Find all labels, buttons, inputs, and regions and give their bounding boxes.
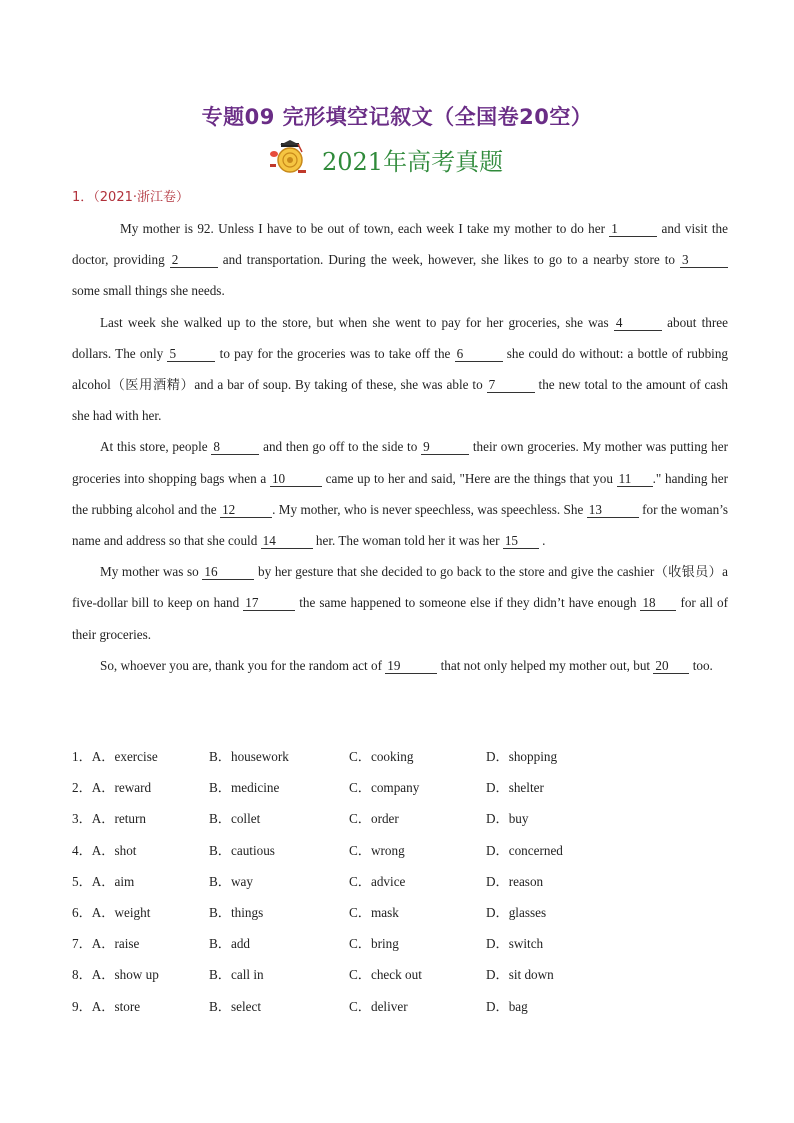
option-a[interactable] xyxy=(72,928,139,959)
option-c[interactable]: C．deliver xyxy=(349,998,408,1014)
option-text: A．exercise xyxy=(91,749,158,764)
option-c[interactable]: C．check out xyxy=(349,967,422,983)
question-header: 1．（2021·浙江卷） xyxy=(72,190,189,205)
option-b[interactable]: B．housework xyxy=(209,749,289,764)
option-c[interactable]: C．cooking xyxy=(349,749,414,764)
option-a[interactable] xyxy=(72,991,140,1022)
paragraph-3 xyxy=(72,431,728,556)
option-text: A．aim xyxy=(91,873,135,889)
text: My mother was so xyxy=(100,564,203,580)
option-b[interactable]: B．cautious xyxy=(209,842,275,858)
text: too. xyxy=(689,657,713,673)
option-c[interactable]: C．wrong xyxy=(349,842,405,858)
option-a[interactable] xyxy=(72,959,159,990)
text: their own groceries. My mother was putting her groceries into shopping bags when a xyxy=(72,439,728,486)
option-d[interactable]: D．glasses xyxy=(486,904,547,920)
blank-13: 13 xyxy=(587,502,639,518)
option-a[interactable] xyxy=(72,866,134,897)
option-row xyxy=(72,866,722,897)
option-b[interactable]: B．way xyxy=(209,873,253,889)
option-row xyxy=(72,803,722,834)
paragraph-4 xyxy=(72,556,728,650)
option-d[interactable]: D．switch xyxy=(486,936,544,952)
question-number: 9． xyxy=(72,998,92,1014)
question-number: 4． xyxy=(72,842,92,858)
option-text: A．store xyxy=(91,998,141,1014)
answer-options xyxy=(72,741,722,1022)
blank-4: 4 xyxy=(614,315,662,331)
text: by her gesture that she decided to go back to the store and give the cashier（收银员）a five-dollar bill to keep on hand xyxy=(72,564,728,611)
text: some small things she needs. xyxy=(72,283,225,299)
question-number: 3． xyxy=(72,811,92,827)
text: her. The woman told her it was her xyxy=(312,533,503,549)
paragraph-2 xyxy=(72,307,728,432)
option-b[interactable]: B．collet xyxy=(209,811,261,827)
option-b[interactable]: B．call in xyxy=(209,967,264,983)
blank-10: 10 xyxy=(270,471,322,487)
blank-7: 7 xyxy=(487,377,535,393)
text: . My mother, who is never speechless, was speechless. She xyxy=(272,501,587,517)
option-row xyxy=(72,772,722,803)
text: that not only helped my mother out, but xyxy=(437,657,654,673)
option-text: A．reward xyxy=(91,780,152,796)
blank-12: 12 xyxy=(220,502,272,518)
option-text: A．raise xyxy=(91,936,140,952)
option-row xyxy=(72,991,722,1022)
option-b[interactable]: B．select xyxy=(209,998,262,1014)
option-d[interactable]: D．buy xyxy=(486,811,529,827)
text: came up to her and said, "Here are the things that you xyxy=(321,470,617,486)
blank-6: 6 xyxy=(455,346,503,362)
blank-18: 18 xyxy=(640,595,676,611)
option-b[interactable]: B．medicine xyxy=(209,780,280,796)
blank-11: 11 xyxy=(617,471,653,487)
blank-3: 3 xyxy=(680,252,728,268)
text: and then go off to the side to xyxy=(259,439,422,455)
text: . xyxy=(538,533,546,549)
text: about three dollars. The only xyxy=(72,314,729,361)
subtitle: 2021年高考真题 xyxy=(322,148,504,176)
blank-16: 16 xyxy=(202,564,254,580)
option-a[interactable] xyxy=(72,741,158,772)
option-a[interactable] xyxy=(72,835,136,866)
blank-15: 15 xyxy=(503,533,539,549)
option-c[interactable]: C．advice xyxy=(349,873,406,889)
option-a[interactable] xyxy=(72,897,150,928)
option-c[interactable]: C．order xyxy=(349,811,399,827)
option-row xyxy=(72,897,722,928)
blank-17: 17 xyxy=(243,595,295,611)
option-text: A．shot xyxy=(91,842,137,858)
option-c[interactable]: C．mask xyxy=(349,904,399,920)
option-b[interactable]: B．things xyxy=(209,904,264,920)
option-row xyxy=(72,835,722,866)
option-d[interactable]: D．concerned xyxy=(486,842,563,858)
subtitle-row xyxy=(0,140,794,180)
text: So, whoever you are, thank you for the random act of xyxy=(100,657,386,673)
option-row xyxy=(72,959,722,990)
question-number: 2． xyxy=(72,780,92,796)
blank-20: 20 xyxy=(653,658,689,674)
cloze-passage xyxy=(72,213,728,681)
question-number: 5． xyxy=(72,873,92,889)
question-number: 8． xyxy=(72,967,92,983)
question-number: 6． xyxy=(72,904,92,920)
text: ." handing her the rubbing alcohol and the xyxy=(72,470,728,517)
blank-14: 14 xyxy=(261,533,313,549)
blank-2: 2 xyxy=(170,252,218,268)
blank-9: 9 xyxy=(421,439,469,455)
option-d[interactable]: D．sit down xyxy=(486,967,554,983)
option-b[interactable]: B．add xyxy=(209,936,251,952)
option-a[interactable] xyxy=(72,772,151,803)
blank-19: 19 xyxy=(385,658,437,674)
option-text: A．return xyxy=(91,811,146,827)
paragraph-5 xyxy=(72,650,728,681)
option-row xyxy=(72,741,722,772)
option-a[interactable] xyxy=(72,803,146,834)
text: for the woman’s name and address so that she could xyxy=(72,501,728,549)
option-c[interactable]: C．company xyxy=(349,780,420,796)
text: the new total to the amount of cash she had with her. xyxy=(72,377,728,424)
option-row xyxy=(72,928,722,959)
text: she could do without: a bottle of rubbing alcohol（医用酒精）and a bar of soup. By taking of these, she was able to xyxy=(72,345,729,393)
blank-1: 1 xyxy=(609,221,657,237)
question-number: 1． xyxy=(72,749,92,764)
option-d[interactable]: D．reason xyxy=(486,873,544,889)
text: My mother is 92. Unless I have to be out of town, each week I take my mother to do her xyxy=(120,221,610,236)
text: to pay for the groceries was to take off the xyxy=(215,345,455,361)
question-number: 7． xyxy=(72,936,92,952)
text: At this store, people xyxy=(100,439,212,455)
text: the same happened to someone else if they didn’t have enough xyxy=(295,595,641,611)
page-title: 专题09 完形填空记叙文（全国卷20空） xyxy=(201,105,593,129)
option-text: A．show up xyxy=(91,967,159,983)
blank-8: 8 xyxy=(211,439,259,455)
paragraph-1 xyxy=(72,213,728,307)
option-d[interactable]: D．shelter xyxy=(486,780,544,796)
text: and visit the doctor, providing xyxy=(72,221,728,268)
text: Last week she walked up to the store, but when she went to pay for her groceries, she was xyxy=(100,314,614,330)
option-d[interactable]: D．shopping xyxy=(486,749,558,764)
text: and transportation. During the week, however, she likes to go to a nearby store to xyxy=(217,252,680,268)
option-c[interactable]: C．bring xyxy=(349,936,399,952)
blank-5: 5 xyxy=(167,346,215,362)
cartoon-mascot-logo-icon xyxy=(268,140,310,176)
text: for all of their groceries. xyxy=(72,595,728,642)
option-d[interactable]: D．bag xyxy=(486,998,528,1014)
option-text: A．weight xyxy=(91,904,151,920)
